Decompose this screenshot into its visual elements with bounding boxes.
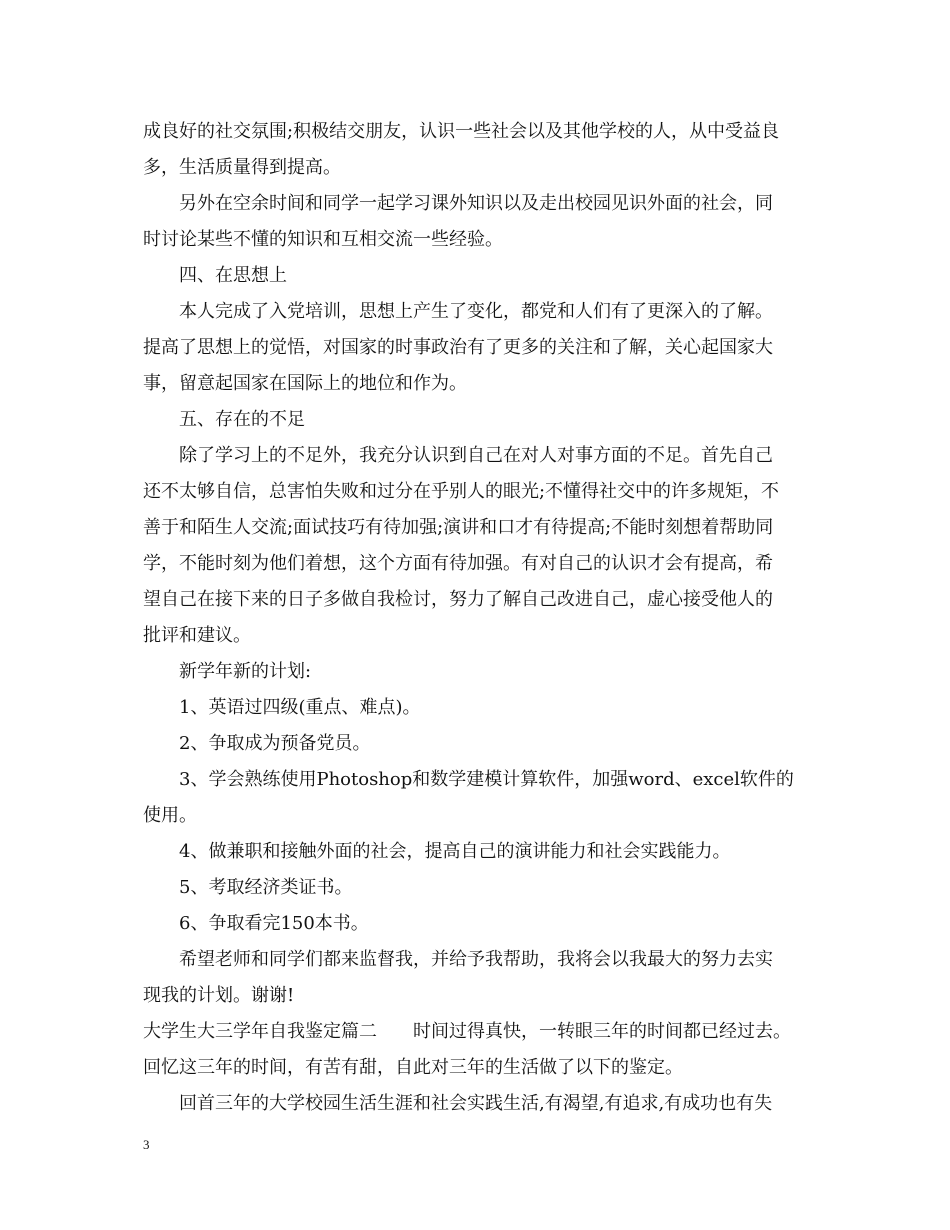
- text-line: 大学生大三学年自我鉴定篇二 时间过得真快，一转眼三年的时间都已经过去。: [143, 1021, 791, 1042]
- document-body: [143, 114, 823, 1122]
- text-line: 回忆这三年的时间，有苦有甜，自此对三年的生活做了以下的鉴定。: [143, 1057, 683, 1078]
- text-line: 现我的计划。谢谢!: [143, 985, 295, 1006]
- text-line: 4、做兼职和接触外面的社会，提高自己的演讲能力和社会实践能力。: [179, 841, 731, 862]
- text-line: 五、存在的不足: [179, 409, 305, 430]
- text-line: 使用。: [143, 805, 197, 826]
- text-line: 时讨论某些不懂的知识和互相交流一些经验。: [143, 229, 503, 250]
- text-line: 四、在思想上: [179, 265, 287, 286]
- text-line: 本人完成了入党培训，思想上产生了变化，都党和人们有了更深入的了解。: [179, 301, 773, 322]
- text-line: 1、英语过四级(重点、难点)。: [179, 697, 421, 718]
- text-line: 6、争取看完150本书。: [179, 913, 369, 934]
- text-line: 5、考取经济类证书。: [179, 877, 353, 898]
- text-line: 3、学会熟练使用Photoshop和数学建模计算软件，加强word、excel软件的: [179, 769, 794, 790]
- text-line: 学，不能时刻为他们着想，这个方面有待加强。有对自己的认识才会有提高，希: [143, 553, 773, 574]
- text-line: 成良好的社交氛围;积极结交朋友，认识一些社会以及其他学校的人，从中受益良: [143, 121, 780, 142]
- text-line: 批评和建议。: [143, 625, 251, 646]
- text-line: 新学年新的计划:: [179, 661, 312, 682]
- text-line: 提高了思想上的觉悟，对国家的时事政治有了更多的关注和了解，关心起国家大: [143, 337, 773, 358]
- text-line: 除了学习上的不足外，我充分认识到自己在对人对事方面的不足。首先自己: [179, 445, 773, 466]
- text-line: 多，生活质量得到提高。: [143, 157, 341, 178]
- text-line: 还不太够自信，总害怕失败和过分在乎别人的眼光;不懂得社交中的许多规矩，不: [143, 481, 780, 502]
- text-line: 回首三年的大学校园生活生涯和社会实践生活,有渴望,有追求,有成功也有失: [179, 1093, 773, 1114]
- text-line: 事，留意起国家在国际上的地位和作为。: [143, 373, 467, 394]
- text-line: 善于和陌生人交流;面试技巧有待加强;演讲和口才有待提高;不能时刻想着帮助同: [143, 517, 774, 538]
- text-line: 希望老师和同学们都来监督我，并给予我帮助，我将会以我最大的努力去实: [179, 949, 773, 970]
- text-line: 望自己在接下来的日子多做自我检讨，努力了解自己改进自己，虚心接受他人的: [143, 589, 773, 610]
- page-number: 3: [143, 1137, 150, 1152]
- text-line: 2、争取成为预备党员。: [179, 733, 371, 754]
- text-line: 另外在空余时间和同学一起学习课外知识以及走出校园见识外面的社会，同: [179, 193, 773, 214]
